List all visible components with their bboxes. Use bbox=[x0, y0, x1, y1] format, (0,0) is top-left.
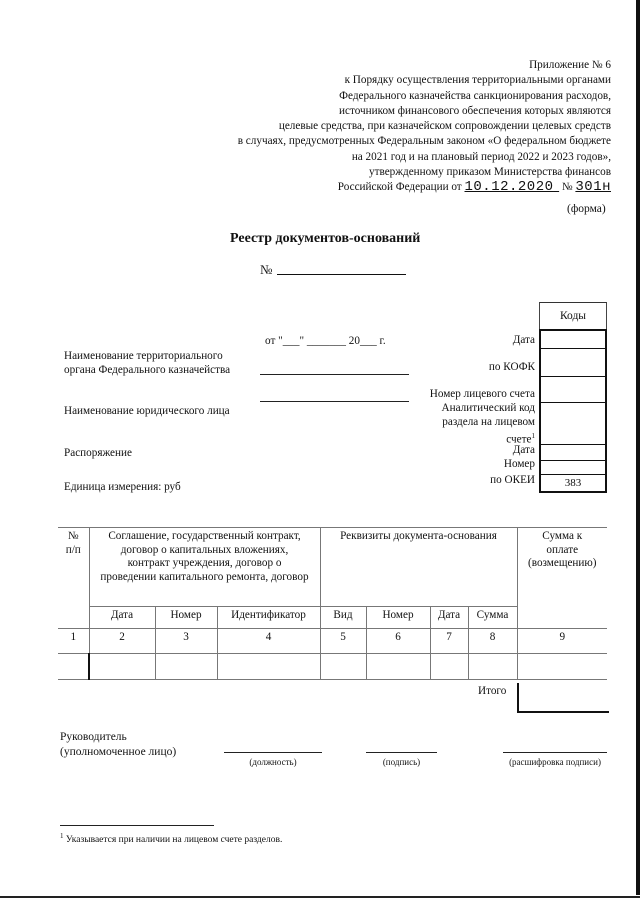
code-cell-order-number[interactable] bbox=[541, 461, 605, 475]
label-line: органа Федерального казначейства bbox=[64, 364, 231, 376]
cell-number[interactable] bbox=[155, 654, 217, 680]
footnote-separator bbox=[60, 825, 214, 826]
label-line: раздела на лицевом bbox=[442, 415, 535, 428]
subheader-date: Дата bbox=[89, 607, 155, 629]
form-label: (форма) bbox=[567, 203, 606, 215]
footnote bbox=[60, 832, 282, 845]
appendix-order-prefix: Российской Федерации от bbox=[337, 181, 462, 194]
registry-table bbox=[58, 527, 607, 680]
header-text: (возмещению) bbox=[528, 557, 597, 570]
cell-doc-sum[interactable] bbox=[468, 654, 517, 680]
signatory-role bbox=[60, 730, 176, 760]
page-bottom-edge bbox=[0, 896, 640, 898]
order-number: 301н bbox=[575, 179, 611, 196]
header-text: п/п bbox=[65, 543, 81, 556]
code-label-okei: по ОКЕИ bbox=[490, 474, 535, 486]
position-caption: (должность) bbox=[249, 757, 297, 767]
col-number: 9 bbox=[517, 629, 607, 654]
order-number-label: № bbox=[561, 181, 573, 194]
header-requisites: Реквизиты документа-основания bbox=[320, 528, 517, 607]
code-label-order-number: Номер bbox=[503, 458, 535, 470]
col-number: 6 bbox=[366, 629, 430, 654]
total-value-field[interactable] bbox=[517, 683, 609, 713]
code-label-account: Номер лицевого счета bbox=[429, 388, 535, 400]
role-line: Руководитель bbox=[60, 731, 127, 743]
code-cell-okei[interactable]: 383 bbox=[564, 477, 582, 489]
subheader-doc-sum: Сумма bbox=[468, 607, 517, 629]
cell-kind[interactable] bbox=[320, 654, 366, 680]
codes-header: Коды bbox=[540, 303, 606, 330]
header-text: оплате bbox=[546, 543, 579, 556]
total-label: Итого bbox=[478, 685, 507, 697]
table-header-row bbox=[58, 528, 607, 607]
cell-identifier[interactable] bbox=[217, 654, 320, 680]
legal-entity-label: Наименование юридического лица bbox=[64, 405, 230, 417]
codes-body bbox=[539, 329, 607, 493]
registry-date-line[interactable]: от "___" _______ 20___ г. bbox=[265, 335, 386, 347]
code-label-analytic bbox=[442, 402, 535, 447]
header-num bbox=[58, 528, 89, 629]
codes-box bbox=[539, 302, 607, 493]
label-line: Наименование территориального bbox=[64, 350, 223, 362]
footnote-text: Указывается при наличии на лицевом счете разделов. bbox=[65, 835, 283, 846]
col-number: 1 bbox=[58, 629, 89, 654]
code-cell-date[interactable] bbox=[541, 331, 605, 349]
code-label-date: Дата bbox=[512, 334, 535, 346]
role-line: (уполномоченное лицо) bbox=[60, 746, 177, 758]
code-cell-order-date[interactable] bbox=[541, 445, 605, 461]
unit-label: Единица измерения: руб bbox=[64, 481, 181, 493]
territorial-body-field[interactable] bbox=[260, 374, 409, 375]
code-cell-account[interactable] bbox=[541, 377, 605, 403]
cell-date[interactable] bbox=[89, 654, 155, 680]
header-text: Сумма к bbox=[542, 530, 583, 542]
territorial-body-label bbox=[64, 349, 230, 377]
cell-num[interactable] bbox=[58, 654, 89, 680]
cell-doc-date[interactable] bbox=[430, 654, 468, 680]
registry-number-field[interactable] bbox=[277, 274, 406, 275]
page-right-edge bbox=[636, 0, 640, 895]
signature-decoding-field[interactable] bbox=[503, 752, 607, 753]
appendix-line: Приложение № 6 bbox=[529, 59, 611, 71]
subheader-number: Номер bbox=[155, 607, 217, 629]
position-field[interactable] bbox=[224, 752, 322, 753]
legal-entity-field[interactable] bbox=[260, 401, 409, 402]
appendix-line: к Порядку осуществления территориальными органами bbox=[344, 74, 611, 87]
code-label-kofk: по КОФК bbox=[488, 361, 535, 373]
order-date: 10.12.2020 bbox=[464, 179, 554, 196]
code-label-order-date: Дата bbox=[512, 444, 535, 456]
header-agreement: Соглашение, государственный контракт, договор о капитальных вложениях, контракт учреждения, договор о проведении капитального ремонта, договор bbox=[89, 528, 320, 607]
subheader-doc-date: Дата bbox=[430, 607, 468, 629]
footnote-mark: 1 bbox=[531, 431, 535, 440]
appendix-line: Федерального казначейства санкционирования расходов, bbox=[339, 89, 611, 102]
col-number: 2 bbox=[89, 629, 155, 654]
label-line: Аналитический код bbox=[441, 402, 535, 414]
cell-payment-sum[interactable] bbox=[517, 654, 607, 680]
order-label: Распоряжение bbox=[64, 447, 132, 459]
label-text: счете bbox=[506, 433, 532, 446]
code-cell-analytic[interactable] bbox=[541, 403, 605, 445]
col-number: 8 bbox=[468, 629, 517, 654]
signature-decoding-caption: (расшифровка подписи) bbox=[509, 757, 601, 767]
subheader-identifier: Идентификатор bbox=[217, 607, 320, 629]
header-text: № bbox=[67, 530, 79, 542]
footnote-mark: 1 bbox=[60, 832, 64, 840]
signature-field[interactable] bbox=[366, 752, 437, 753]
code-cell-kofk[interactable] bbox=[541, 349, 605, 377]
column-number-row bbox=[58, 629, 607, 654]
appendix-line: источником финансового обеспечения которых являются bbox=[339, 104, 611, 117]
document-title: Реестр документов-оснований bbox=[230, 231, 421, 246]
appendix-line: на 2021 год и на плановый период 2022 и 2023 годов», bbox=[351, 150, 611, 163]
appendix-order-line bbox=[238, 180, 611, 195]
header-sum bbox=[517, 528, 607, 629]
appendix-line: целевые средства, при казначейском сопровождении целевых средств bbox=[278, 120, 611, 133]
appendix-line: утвержденному приказом Министерства финансов bbox=[369, 166, 611, 179]
table-row bbox=[58, 654, 607, 680]
col-number: 7 bbox=[430, 629, 468, 654]
appendix-header bbox=[238, 58, 611, 196]
appendix-line: в случаях, предусмотренных Федеральным законом «О федеральном бюджете bbox=[237, 135, 611, 148]
signature-caption: (подпись) bbox=[382, 757, 421, 767]
col-number: 5 bbox=[320, 629, 366, 654]
cell-doc-number[interactable] bbox=[366, 654, 430, 680]
subheader-doc-number: Номер bbox=[366, 607, 430, 629]
subheader-kind: Вид bbox=[320, 607, 366, 629]
col-number: 3 bbox=[155, 629, 217, 654]
col-number: 4 bbox=[217, 629, 320, 654]
registry-number-label: № bbox=[260, 262, 273, 277]
